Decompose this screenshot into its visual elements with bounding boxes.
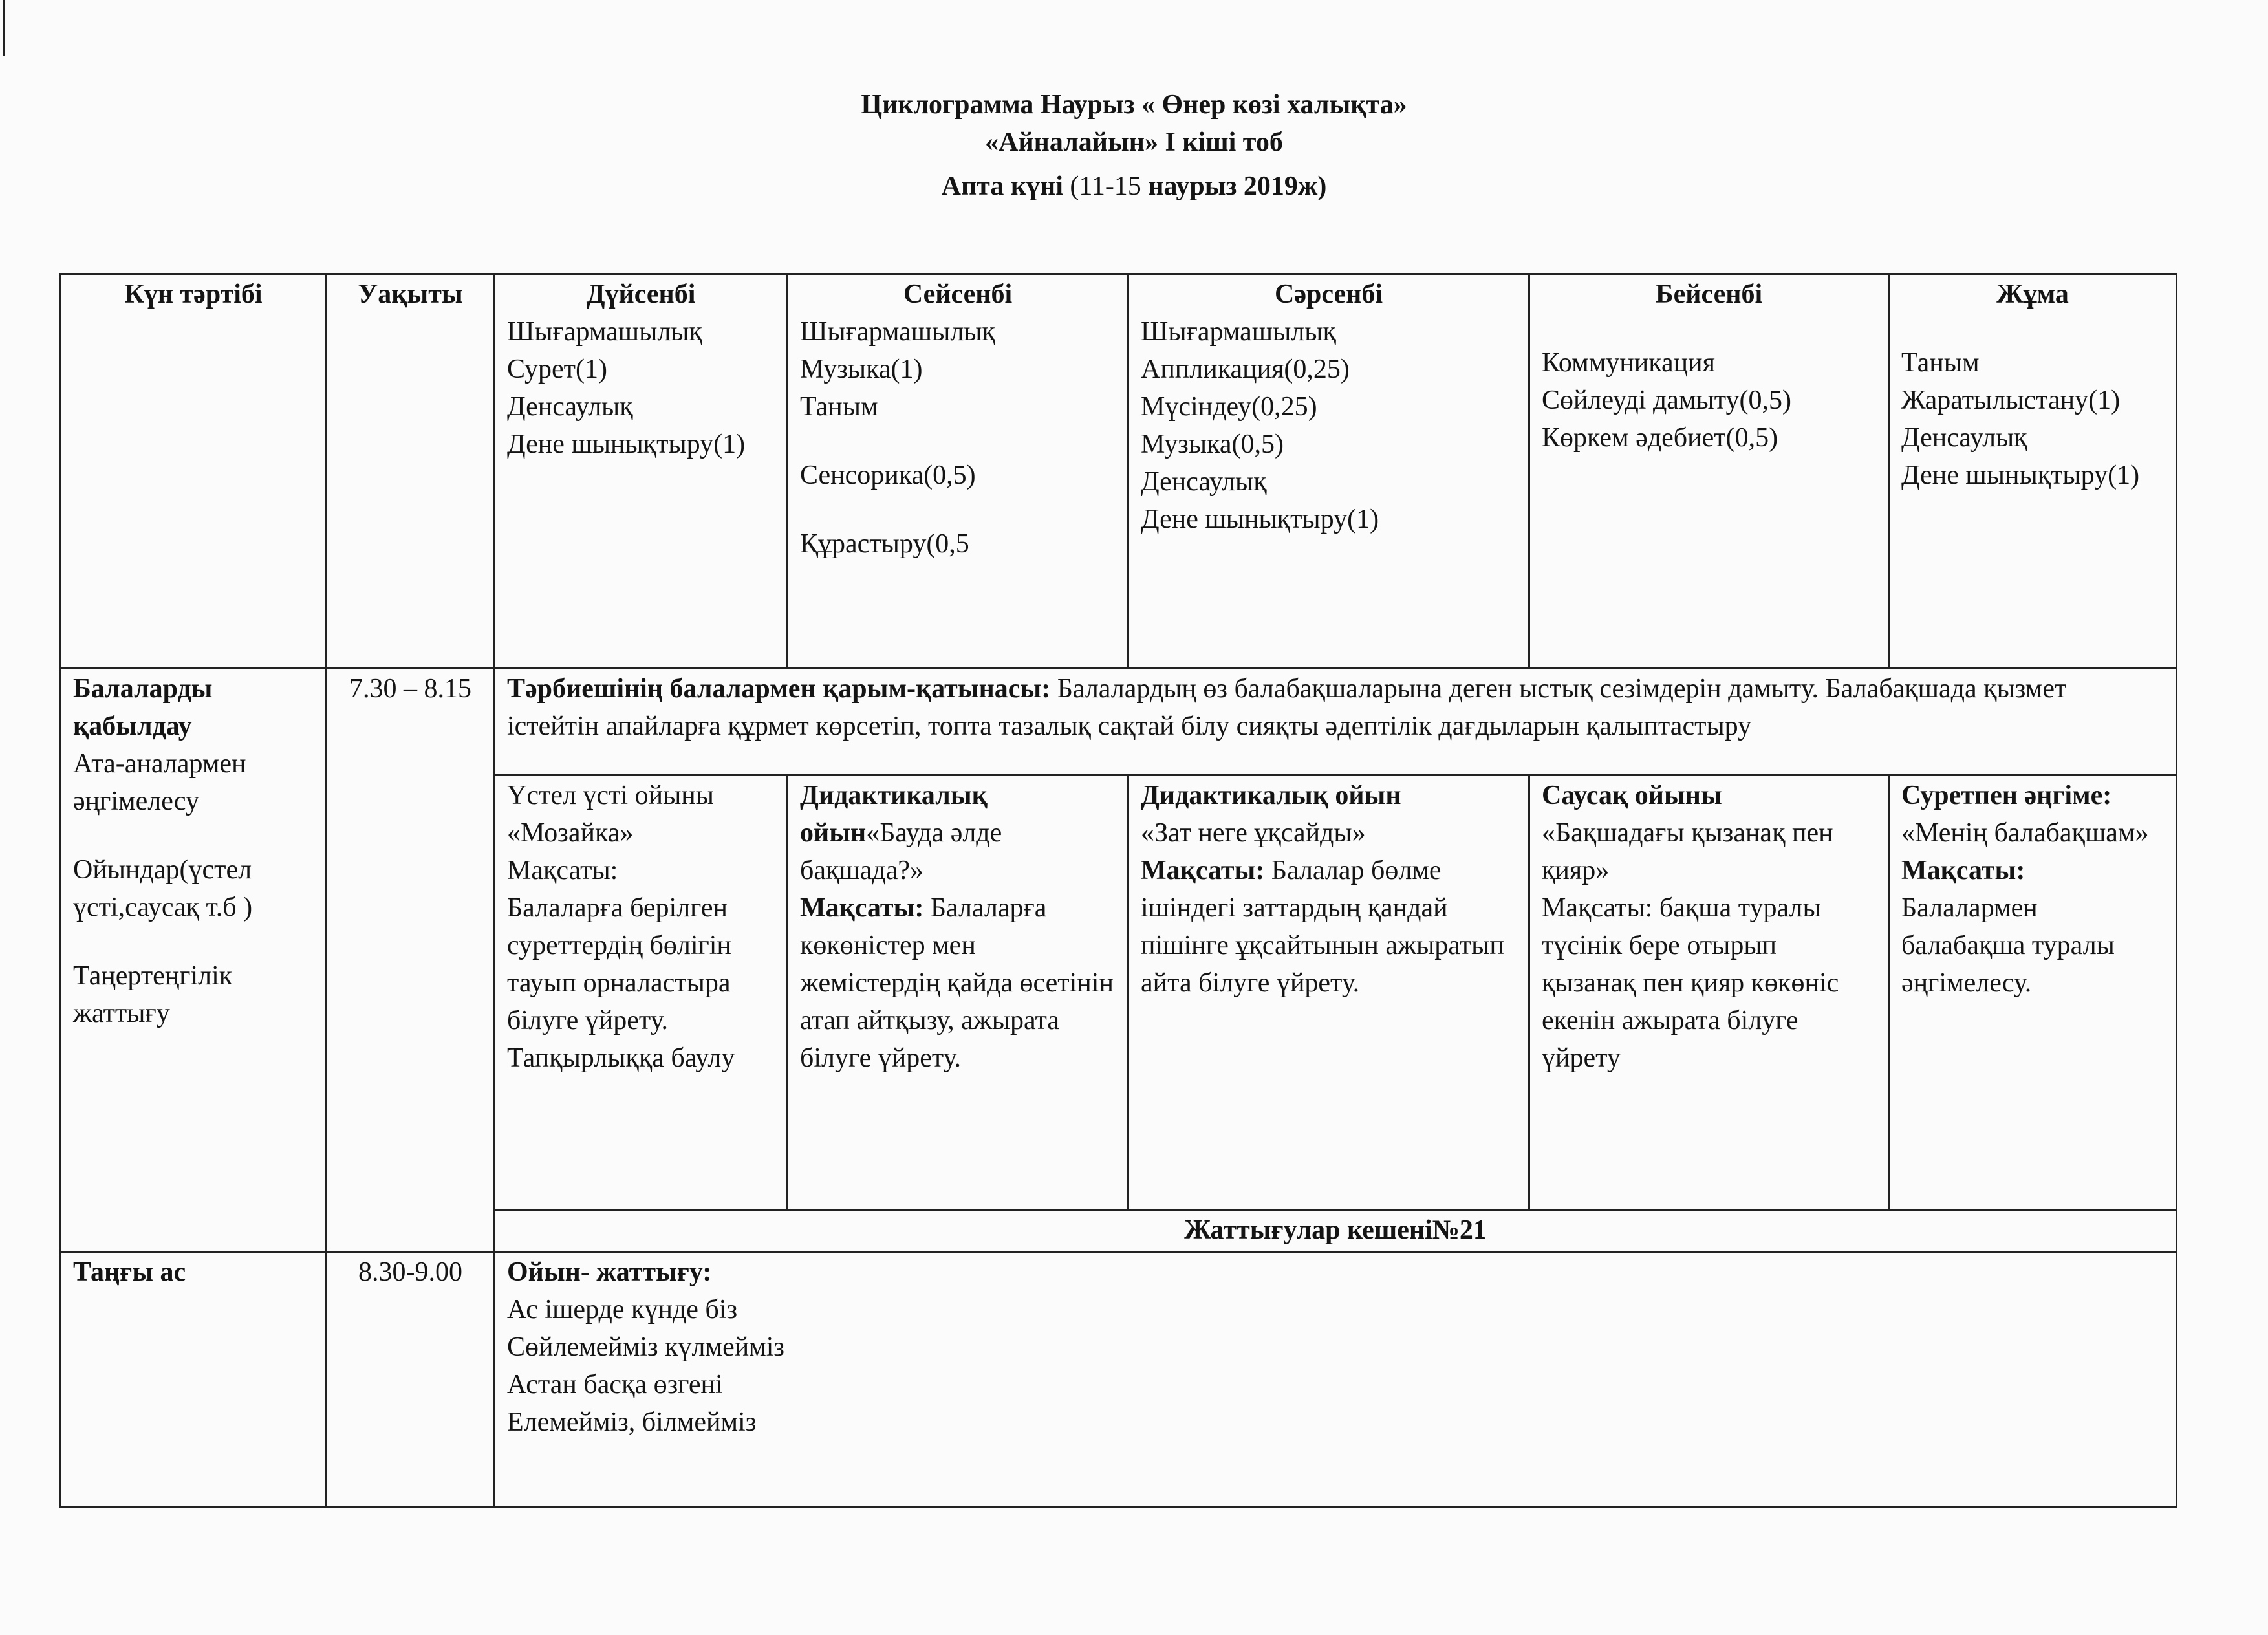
game-friday [1889,775,2177,1210]
schedule-table [59,273,2177,1508]
subject: Дене шынықтыру(1) [1901,460,2140,490]
verse-line: Астан басқа өзгені [507,1369,723,1400]
spacer [800,426,1116,457]
subject: Сурет(1) [507,354,607,384]
subject: Коммуникация [1542,347,1715,378]
subject: Жаратылыстану(1) [1901,385,2121,415]
spacer [73,821,314,852]
interaction-cell [495,669,2177,775]
game-label: Ойын- жаттығу: [507,1257,712,1287]
subject: Мүсіндеу(0,25) [1141,391,1317,422]
spacer [73,927,314,958]
subject: Көркем әдебиет(0,5) [1542,422,1778,453]
subject: Денсаулық [1901,422,2027,453]
reception-sub1: Ата-аналармен әңгімелесу [73,748,246,816]
scan-edge-mark [3,0,5,56]
week-rest: наурыз 2019ж) [1148,171,1327,201]
week-label: Апта күні [941,171,1063,201]
breakfast-row [61,1251,2177,1507]
reception-title: Балаларды қабылдау [73,674,213,741]
day-name: Сәрсенбі [1275,279,1383,309]
subject: Денсаулық [507,391,633,422]
game-name: «Зат неге ұқсайды» [1141,817,1366,848]
game-type: Суретпен әңгіме: [1901,781,2112,810]
game-type: Үстел үсті ойыны [507,781,714,810]
verse-line: Ас ішерде күнде біз [507,1294,738,1325]
goal-text: Балалар бөлме ішіндегі заттардың қандай пішінге ұқсайтынын ажыратып айта білуге үйрету. [1141,855,1504,998]
reception-cell [61,669,327,1252]
game-thursday [1529,775,1889,1210]
subject: Дене шынықтыру(1) [507,429,746,459]
game-name: «Бақшадағы қызанақ пен қияр» [1542,817,1833,885]
col-monday [495,274,788,669]
spacer [1542,314,1876,345]
day-name: Дүйсенбі [586,279,696,309]
subject: Аппликация(0,25) [1141,354,1350,384]
spacer [800,495,1116,526]
reception-sub2: Ойындар(үстел үсті,саусақ т.б ) [73,854,253,922]
breakfast-title: Таңғы ас [61,1251,327,1507]
game-tuesday [788,775,1129,1210]
game-monday [495,775,788,1210]
goal-text: Балалармен балабақша туралы әңгімелесу. [1901,893,2115,998]
verse-line: Елемейміз, білмейміз [507,1407,757,1437]
week-line [0,171,2268,202]
day-name: Жұма [1996,279,2069,309]
goal-text: Балаларға көкөністер мен жемістердің қайда өсетінін атап айтқызу, ажырата білуге үйрету. [800,893,1114,1073]
breakfast-time: 8.30-9.00 [327,1251,495,1507]
game-type: Дидактикалық ойын [1141,781,1401,810]
game-type: Саусақ ойыны [1542,781,1722,810]
col-wednesday [1129,274,1529,669]
page-title: Циклограмма Наурыз « Өнер көзі халықта» [861,90,1407,120]
interaction-text: Балалардың өз балабақшаларына деген ыстық сезімдерін дамыту. Балабақшада қызмет істейтін апайларға құрмет көрсетіп, топта тазалық сақтай білу сияқты әдептілік дағдыларын қалыптастыру [507,674,2067,741]
goal-label: Мақсаты: [1901,855,2025,885]
subject: Музыка(0,5) [1141,429,1284,459]
reception-sub3: Таңертеңгілік жаттығу [73,960,233,1028]
game-name: «Менің балабақшам» [1901,817,2149,848]
game-wednesday [1129,775,1529,1210]
subject: Шығармашылық [800,316,995,347]
goal-label: Мақсаты: [800,893,924,923]
verse-line: Сөйлемейміз күлмейміз [507,1332,785,1362]
subject: Құрастыру(0,5 [800,528,969,559]
exercise-cell: Жаттығулар кешені№21 [495,1210,2177,1252]
goal-extra: Тапқырлыққа баулу [507,1043,735,1073]
day-name: Сейсенбі [903,279,1013,309]
goal-text: Мақсаты: бақша туралы түсінік бере отырып қызанақ пен қияр көкөніс екенін ажырата білуге үйрету [1542,893,1839,1073]
subject: Музыка(1) [800,354,923,384]
subject: Сөйлеуді дамыту(0,5) [1542,385,1792,415]
goal-text: Балаларға берілген суреттердің бөлігін тауып орналастыра білуге үйрету. [507,893,731,1035]
group-title: «Айналайын» І кіші тоб [985,127,1283,157]
col-friday [1889,274,2177,669]
subject: Денсаулық [1141,466,1267,497]
col-time: Уақыты [327,274,495,669]
subject: Шығармашылық [507,316,702,347]
col-schedule: Күн тәртібі [61,274,327,669]
game-name: «Мозайка» [507,817,634,848]
goal-label: Мақсаты: [1141,855,1265,885]
reception-time: 7.30 – 8.15 [327,669,495,1252]
subject: Таным [800,391,878,422]
col-thursday [1529,274,1889,669]
interaction-label: Тәрбиешінің балалармен қарым-қатынасы: [507,674,1051,704]
week-dates: (11-15 [1070,171,1141,201]
header-row [61,274,2177,669]
subject: Сенсорика(0,5) [800,460,976,490]
subject: Дене шынықтыру(1) [1141,504,1379,534]
col-tuesday [788,274,1129,669]
subject: Шығармашылық [1141,316,1336,347]
reception-interaction-row [61,669,2177,775]
subject: Таным [1901,347,1980,378]
goal-label: Мақсаты: [507,855,618,885]
day-name: Бейсенбі [1655,279,1763,309]
game-type: Дидактикалық ойын [800,781,988,848]
game-name: «Бауда әлде бақшада?» [800,817,1002,885]
spacer [1901,314,2164,345]
breakfast-cell [495,1251,2177,1507]
